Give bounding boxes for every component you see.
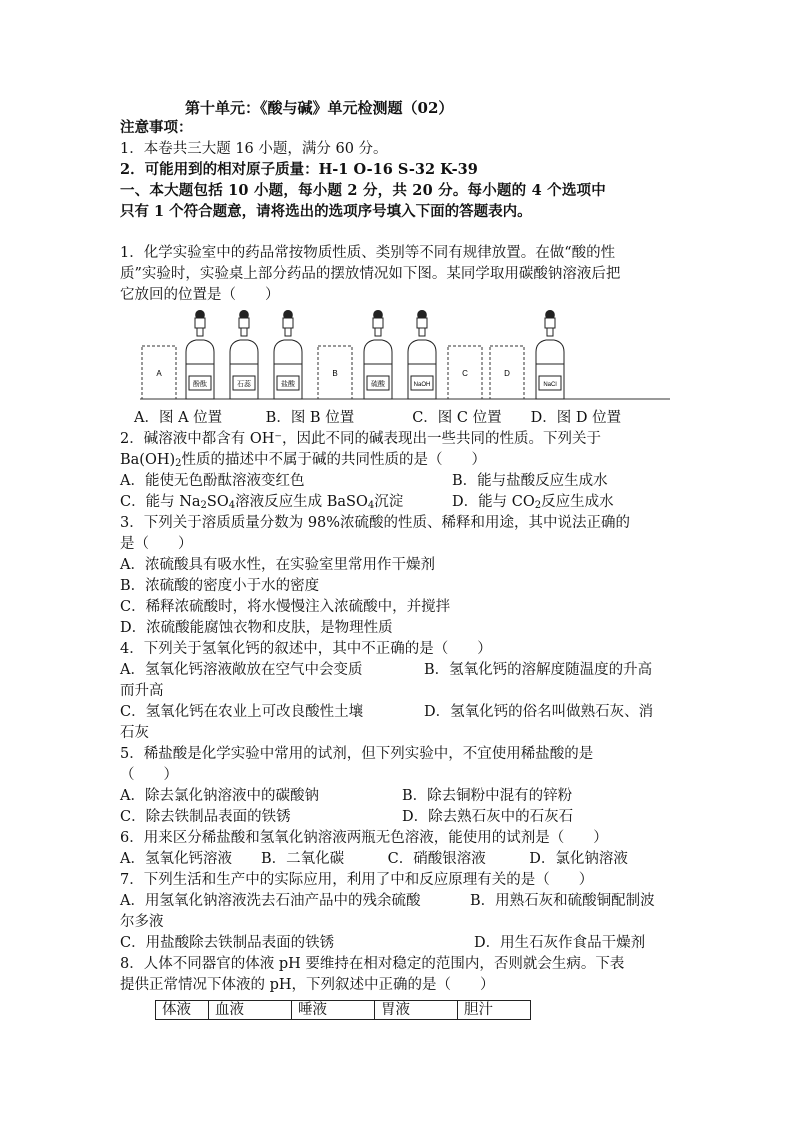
q2-option-a: A．能使无色酚酞溶液变红色 (120, 473, 305, 489)
q4-option-d-cont: 石灰 (120, 725, 149, 741)
q2-stem-line2: $Ba(OH)_2$性质的描述中不属于碱的共同性质的是（ ） (120, 452, 487, 469)
q3-option-c: C．稀释浓硫酸时，将水慢慢注入浓硫酸中，并搅拌 (120, 599, 451, 615)
bottle-sulfuric-acid (364, 310, 392, 399)
bottle-nacl (536, 310, 564, 399)
table-header-cell: 体液 (156, 1001, 209, 1020)
q4-stem: 4．下列关于氢氧化钙的叙述中，其中不正确的是（ ） (120, 641, 492, 657)
q7-option-b-cont: 尔多液 (120, 914, 164, 930)
q2-option-c: C．能与 $Na_2SO_4$溶液反应生成 BaSO$_4$沉淀 (120, 494, 404, 511)
slot-d-label: D (504, 369, 510, 378)
q3-option-d: D．浓硫酸能腐蚀衣物和皮肤，是物理性质 (120, 620, 393, 636)
q5-option-c: C．除去铁制品表面的铁锈 (120, 809, 291, 825)
q2-stem-line1: 2．碱溶液中都含有 OH⁻，因此不同的碱表现出一些共同的性质。下列关于 (120, 431, 602, 447)
table-header-cell: 血液 (209, 1001, 292, 1020)
bottle-label-1: 酚酞 (193, 380, 207, 388)
bottle-label-3: 盐酸 (281, 380, 295, 388)
slot-c-label: C (462, 369, 468, 378)
q3-option-a: A．浓硫酸具有吸水性，在实验室里常用作干燥剂 (120, 557, 435, 573)
bottle-label-5: NaOH (413, 382, 431, 388)
q1-stem-line1: 1．化学实验室中的药品常按物质性质、类别等不同有规律放置。在做“酸的性 (120, 245, 616, 261)
q5-option-b: B．除去铜粉中混有的锌粉 (402, 788, 573, 804)
q3-option-b: B．浓硫酸的密度小于水的密度 (120, 578, 320, 594)
q6-options: A．氢氧化钙溶液 B．二氧化碳 C．硝酸银溶液 D．氯化钠溶液 (120, 851, 628, 867)
q7-stem: 7．下列生活和生产中的实际应用，利用了中和反应原理有关的是（ ） (120, 872, 594, 888)
slot-b-label: B (332, 369, 338, 378)
bottle-phenolphthalein (186, 310, 214, 399)
notice-item-2: 2．可能用到的相对原子质量：H-1 O-16 S-32 K-39 (120, 161, 478, 178)
q1-stem-line3: 它放回的位置是（ ） (120, 287, 280, 303)
q3-stem-line2: 是（ ） (120, 536, 193, 552)
q3-stem-line1: 3．下列关于溶质质量分数为 98%浓硫酸的性质、稀释和用途，其中说法正确的 (120, 515, 631, 531)
q5-option-a: A．除去氯化钠溶液中的碳酸钠 (120, 788, 319, 804)
q1-stem-line2: 质”实验时，实验桌上部分药品的摆放情况如下图。某同学取用碳酸钠溶液后把 (120, 266, 621, 282)
q5-option-d: D．除去熟石灰中的石灰石 (402, 809, 574, 825)
q4-option-c: C．氢氧化钙在农业上可改良酸性土壤 (120, 704, 364, 720)
q7-option-c: C．用盐酸除去铁制品表面的铁锈 (120, 935, 335, 951)
q5-stem-line2: （ ） (120, 767, 178, 783)
q2-option-b: B．能与盐酸反应生成水 (452, 473, 608, 489)
notice-item-1: 1．本卷共三大题 16 小题，满分 60 分。 (120, 141, 388, 157)
q4-option-b: B．氢氧化钙的溶解度随温度的升高 (424, 662, 653, 678)
reagent-shelf-figure (140, 306, 670, 402)
table-header-cell: 胃液 (375, 1001, 458, 1020)
bottle-label-4: 硫酸 (371, 380, 385, 388)
q8-stem-line2: 提供正常情况下体液的 pH，下列叙述中正确的是（ ） (120, 977, 495, 993)
q2-option-d: D．能与 $CO_2$反应生成水 (452, 494, 614, 511)
section-1-instructions-line1: 一、本大题包括 10 小题，每小题 2 分，共 20 分。每小题的 4 个选项中 (120, 182, 606, 199)
table-header-cell: 唾液 (292, 1001, 375, 1020)
q7-option-b: B．用熟石灰和硫酸铜配制波 (470, 893, 655, 909)
q6-stem: 6．用来区分稀盐酸和氢氧化钠溶液两瓶无色溶液，能使用的试剂是（ ） (120, 830, 608, 846)
bottle-hydrochloric-acid (274, 310, 302, 399)
page-title: 第十单元：《酸与碱》单元检测题（02） (185, 99, 454, 117)
q4-option-a: A．氢氧化钙溶液敞放在空气中会变质 (120, 662, 363, 678)
slot-a-label: A (156, 369, 162, 378)
q7-option-d: D．用生石灰作食品干燥剂 (474, 935, 646, 951)
table-header-row (156, 1001, 531, 1020)
q5-stem-line1: 5．稀盐酸是化学实验中常用的试剂，但下列实验中，不宜使用稀盐酸的是 (120, 746, 594, 762)
section-1-instructions-line2: 只有 1 个符合题意，请将选出的选项序号填入下面的答题表内。 (120, 203, 532, 220)
bottle-litmus (230, 310, 258, 399)
q4-option-d: D．氢氧化钙的俗名叫做熟石灰、消 (424, 704, 654, 720)
body-fluid-ph-table (155, 1000, 531, 1020)
q1-options: A．图 A 位置 B．图 B 位置 C．图 C 位置 D．图 D 位置 (134, 410, 622, 426)
q7-option-a: A．用氢氧化钠溶液洗去石油产品中的残余硫酸 (120, 893, 421, 909)
table-header-cell: 胆汁 (458, 1001, 531, 1020)
bottle-label-6: NaCl (543, 382, 557, 388)
bottle-label-2: 石蕊 (237, 380, 251, 388)
q8-stem-line1: 8．人体不同器官的体液 pH 要维持在相对稳定的范围内，否则就会生病。下表 (120, 956, 625, 972)
q4-option-b-cont: 而升高 (120, 683, 164, 699)
notice-heading: 注意事项： (120, 119, 193, 136)
bottle-naoh (408, 310, 436, 399)
